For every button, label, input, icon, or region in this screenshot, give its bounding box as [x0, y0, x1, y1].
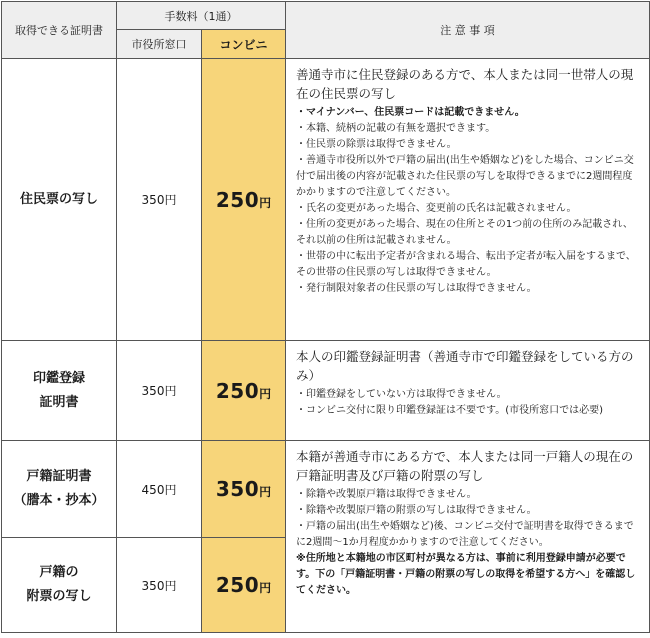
- certificate-name-line: 印鑑登録: [32, 370, 85, 386]
- certificate-name: [2, 341, 117, 441]
- notes-item: ・発行制限対象者の住民票の写しは取得できません。: [296, 283, 537, 294]
- fee-city-window: 350円: [117, 59, 202, 341]
- notes-main: 本人の印鑑登録証明書（善通寺市で印鑑登録をしている方のみ）: [296, 349, 634, 383]
- fee-convenience-unit: 円: [259, 195, 272, 210]
- certificate-name-line: 証明書: [39, 394, 79, 410]
- fee-city-window: 350円: [117, 341, 202, 441]
- certificate-name: [2, 538, 117, 633]
- fee-convenience: [202, 538, 286, 633]
- certificate-name: [2, 59, 117, 341]
- certificate-name-line: 戸籍証明書: [26, 469, 92, 484]
- notes-item: ・氏名の変更があった場合、変更前の氏名は記載されません。: [296, 203, 577, 214]
- header-obtainable: 取得できる証明書: [2, 2, 117, 59]
- certificate-name-line: 住民票の写し: [19, 191, 98, 207]
- notes-item: ・善通寺市役所以外で戸籍の届出(出生や婚姻など)をした場合、コンビニ交付で届出後の内容が記載された住民票の写しを取得できるまでに2週間程度かかりますので注意してください。: [296, 155, 634, 198]
- notes-item: ・印鑑登録をしていない方は取得できません。: [296, 389, 507, 400]
- fee-convenience-amount: 250: [215, 187, 260, 212]
- notes-item: ・マイナンバー、住民票コードは記載できません。: [296, 107, 525, 118]
- fee-convenience: [202, 341, 286, 441]
- certificate-name-line: （謄本・抄本）: [13, 493, 105, 508]
- header-convenience: コンビニ: [202, 30, 286, 59]
- fee-convenience-unit: 円: [259, 581, 272, 595]
- table-row: [2, 441, 650, 538]
- certificate-name-line: 戸籍の: [39, 565, 79, 580]
- header-notes: 注 意 事 項: [286, 2, 650, 59]
- certificate-fee-table: [1, 1, 650, 633]
- notes-item: ・除籍や改製原戸籍は取得できません。: [296, 489, 477, 500]
- notes-item: ・世帯の中に転出予定者が含まれる場合、転出予定者が転入届をするまで、その世帯の住民票の写しは取得できません。: [296, 251, 636, 278]
- table-row: [2, 341, 650, 441]
- notes-main: 本籍が善通寺市にある方で、本人または同一戸籍人の現在の戸籍証明書及び戸籍の附票の写し: [296, 449, 634, 483]
- fee-convenience-amount: 350: [215, 477, 260, 501]
- certificate-name: [2, 441, 117, 538]
- notes-item: ・住民票の除票は取得できません。: [296, 139, 457, 150]
- fee-city-window: 350円: [117, 538, 202, 633]
- header-fee: 手数料（1通）: [117, 2, 286, 30]
- notes-item: ・本籍、続柄の記載の有無を選択できます。: [296, 123, 496, 134]
- notes-item: ・戸籍の届出(出生や婚姻など)後、コンビニ交付で証明書を取得できるまでに2週間～1か月程度かかりますので注意してください。: [296, 521, 634, 548]
- notes-item: ・住所の変更があった場合、現在の住所とその1つ前の住所のみ記載され、それ以前の住所は記載されません。: [296, 219, 633, 246]
- certificate-name-line: 附票の写し: [26, 589, 92, 604]
- notes-cell: [286, 341, 650, 441]
- header-city-window: 市役所窓口: [117, 30, 202, 59]
- notes-main: 善通寺市に住民登録のある方で、本人または同一世帯人の現在の住民票の写し: [296, 67, 634, 101]
- fee-convenience: [202, 441, 286, 538]
- notes-bold-note: ※住所地と本籍地の市区町村が異なる方は、事前に利用登録申請が必要です。下の「戸籍証明書・戸籍の附票の写しの取得を希望する方へ」を確認してください。: [296, 553, 636, 596]
- fee-convenience-amount: 250: [215, 573, 260, 597]
- notes-cell: [286, 441, 650, 633]
- fee-convenience: [202, 59, 286, 341]
- fee-city-window: 450円: [117, 441, 202, 538]
- notes-item: ・除籍や改製原戸籍の附票の写しは取得できません。: [296, 505, 537, 516]
- notes-item: ・コンビニ交付に限り印鑑登録証は不要です。(市役所窓口では必要): [296, 405, 604, 416]
- fee-convenience-unit: 円: [259, 485, 272, 499]
- fee-convenience-amount: 250: [215, 378, 260, 403]
- notes-cell: [286, 59, 650, 341]
- fee-convenience-unit: 円: [259, 386, 272, 401]
- table-row: [2, 59, 650, 341]
